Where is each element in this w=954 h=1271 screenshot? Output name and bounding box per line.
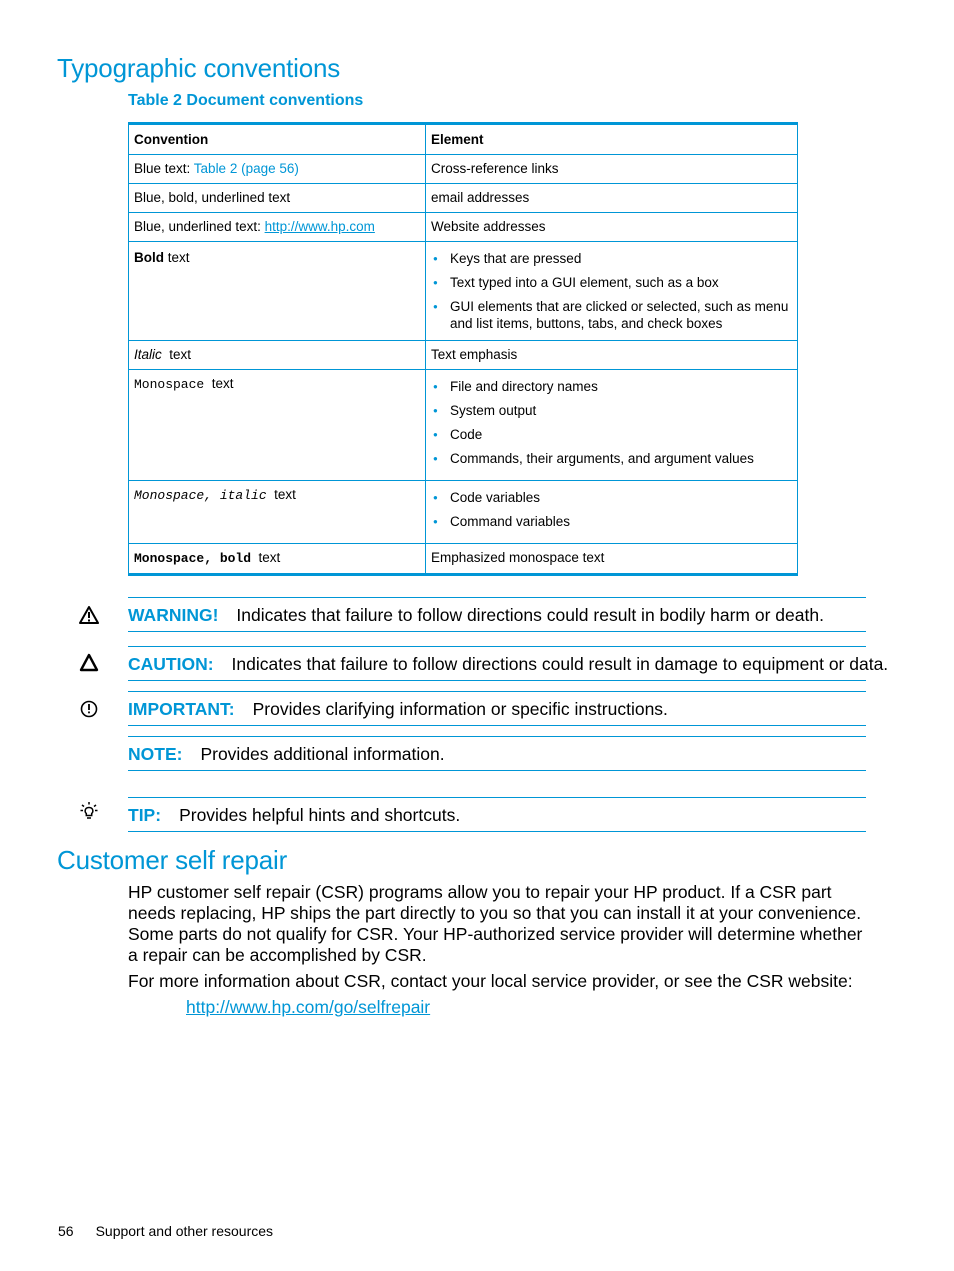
caution-notice bbox=[128, 646, 889, 681]
note-label: NOTE: bbox=[128, 744, 183, 764]
list-item: ● Text typed into a GUI element, such as a box bbox=[431, 274, 792, 291]
table-row bbox=[129, 370, 798, 481]
warning-label: WARNING! bbox=[128, 605, 219, 625]
element-list bbox=[431, 378, 792, 467]
table-row bbox=[129, 184, 798, 213]
list-item: ● Commands, their arguments, and argument values bbox=[431, 450, 792, 467]
convention-suffix: text bbox=[251, 550, 281, 565]
convention-cell bbox=[129, 341, 426, 370]
page-footer bbox=[58, 1223, 273, 1239]
list-item: ● GUI elements that are clicked or selected, such as menu and list items, buttons, tabs, and check boxes bbox=[431, 298, 792, 332]
element-cell bbox=[426, 481, 798, 544]
page-number: 56 bbox=[58, 1223, 74, 1239]
convention-text: Blue text: bbox=[134, 161, 194, 176]
element-cell: Cross-reference links bbox=[426, 155, 798, 184]
element-list bbox=[431, 250, 792, 332]
table-row bbox=[129, 544, 798, 575]
tip-notice bbox=[128, 797, 866, 832]
convention-styled: Monospace, italic bbox=[134, 488, 267, 503]
cross-reference-link[interactable]: Table 2 (page 56) bbox=[193, 161, 299, 176]
convention-cell bbox=[129, 544, 426, 575]
list-item: ● Command variables bbox=[431, 513, 792, 530]
caution-label: CAUTION: bbox=[128, 654, 214, 674]
element-cell: email addresses bbox=[426, 184, 798, 213]
convention-styled: Monospace bbox=[134, 377, 205, 392]
convention-cell bbox=[129, 481, 426, 544]
section-title-csr: Customer self repair bbox=[57, 845, 288, 875]
convention-suffix: text bbox=[266, 487, 296, 502]
warning-text: Indicates that failure to follow directions could result in bodily harm or death. bbox=[236, 605, 824, 625]
csr-paragraph: For more information about CSR, contact your local service provider, or see the CSR website: bbox=[128, 971, 853, 991]
caution-text: Indicates that failure to follow directions could result in damage to equipment or data. bbox=[231, 654, 889, 674]
warning-triangle-icon bbox=[79, 605, 99, 625]
tip-label: TIP: bbox=[128, 805, 162, 825]
important-text: Provides clarifying information or specific instructions. bbox=[252, 699, 668, 719]
table-row bbox=[129, 213, 798, 242]
warning-notice bbox=[128, 597, 866, 632]
note-notice bbox=[128, 736, 866, 771]
table-row bbox=[129, 341, 798, 370]
table-caption: Table 2 Document conventions bbox=[128, 92, 364, 109]
convention-suffix: text bbox=[161, 347, 192, 362]
caution-triangle-icon bbox=[79, 653, 99, 673]
csr-website-link[interactable]: http://www.hp.com/go/selfrepair bbox=[186, 997, 431, 1017]
exclamation-circle-icon bbox=[79, 699, 99, 719]
convention-cell bbox=[129, 213, 426, 242]
section-title-typographic: Typographic conventions bbox=[57, 53, 341, 83]
table-row bbox=[129, 481, 798, 544]
table-row bbox=[129, 155, 798, 184]
element-list bbox=[431, 489, 792, 530]
list-item: ● Keys that are pressed bbox=[431, 250, 792, 267]
element-cell: Text emphasis bbox=[426, 341, 798, 370]
chapter-title: Support and other resources bbox=[95, 1223, 274, 1239]
convention-suffix: text bbox=[204, 376, 234, 391]
table-header-row bbox=[129, 124, 798, 155]
convention-cell bbox=[129, 370, 426, 481]
important-notice bbox=[128, 691, 866, 726]
note-text: Provides additional information. bbox=[200, 744, 445, 764]
convention-styled: Bold bbox=[134, 250, 164, 265]
conventions-table bbox=[128, 122, 798, 576]
convention-styled: Monospace, bold bbox=[134, 551, 252, 566]
website-link[interactable]: http://www.hp.com bbox=[264, 219, 375, 234]
column-header-convention: Convention bbox=[129, 124, 426, 155]
list-item: ● Code variables bbox=[431, 489, 792, 506]
convention-suffix: text bbox=[164, 250, 190, 265]
element-cell: Emphasized monospace text bbox=[426, 544, 798, 575]
convention-cell bbox=[129, 242, 426, 341]
element-cell bbox=[426, 242, 798, 341]
element-cell: Website addresses bbox=[426, 213, 798, 242]
list-item: ● System output bbox=[431, 402, 792, 419]
element-cell bbox=[426, 370, 798, 481]
convention-styled: Italic bbox=[134, 347, 162, 362]
list-item: ● Code bbox=[431, 426, 792, 443]
tip-text: Provides helpful hints and shortcuts. bbox=[179, 805, 461, 825]
lightbulb-icon bbox=[79, 801, 99, 821]
convention-cell bbox=[129, 155, 426, 184]
convention-text: Blue, underlined text: bbox=[134, 219, 265, 234]
convention-cell: Blue, bold, underlined text bbox=[129, 184, 426, 213]
column-header-element: Element bbox=[426, 124, 798, 155]
important-label: IMPORTANT: bbox=[128, 699, 235, 719]
csr-paragraph: HP customer self repair (CSR) programs allow you to repair your HP product. If a CSR part needs replacing, HP ships the part directly to you so that you can install it at your convenience. Some parts do not qualify for CSR. Your HP-authorized service provider will determine whether a repair can be accomplished by CSR. bbox=[128, 882, 863, 965]
list-item: ● File and directory names bbox=[431, 378, 792, 395]
table-row bbox=[129, 242, 798, 341]
